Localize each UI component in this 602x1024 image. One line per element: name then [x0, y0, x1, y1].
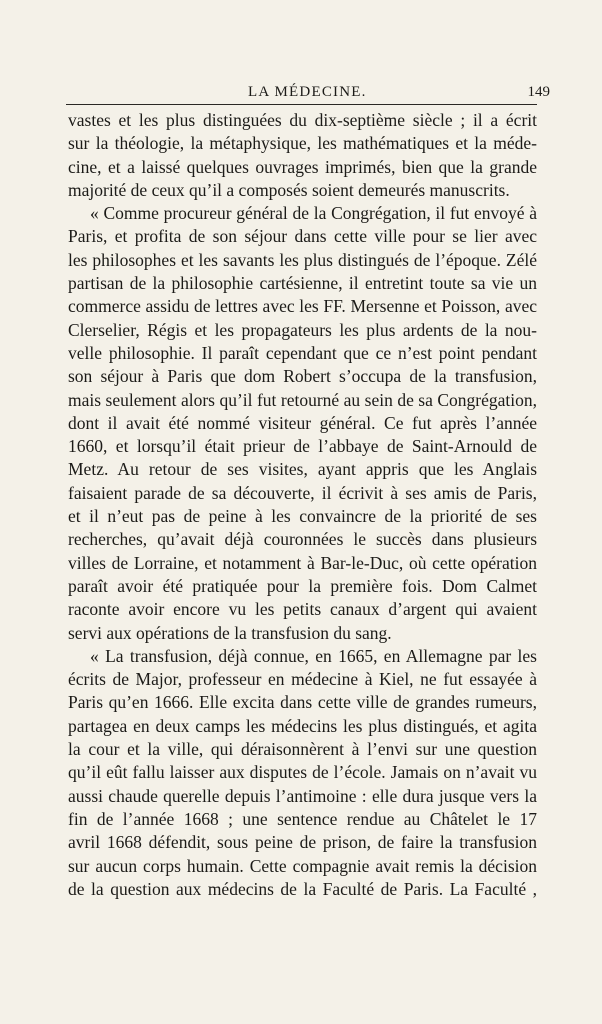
text-line: recherches, qu’avait déjà couronnées le succès dans plusieurs: [68, 529, 537, 550]
text-line: fin de l’année 1668 ; une sentence rendue au Châtelet le 17: [68, 808, 537, 829]
text-line: Metz. Au retour de ses visites, ayant appris que les Anglais: [68, 459, 537, 480]
text-line: écrits de Major, professeur en médecine à Kiel, ne fut essayée à: [68, 669, 537, 690]
text-line: partagea en deux camps les médecins les plus distingués, et agita: [68, 715, 537, 736]
text-line: sur aucun corps humain. Cette compagnie avait remis la décision: [68, 855, 537, 876]
text-line: son séjour à Paris que dom Robert s’occupa de la transfusion,: [68, 366, 537, 387]
page-number: 149: [527, 84, 550, 100]
text-line: partisan de la philosophie cartésienne, il entretint toute sa vie un: [68, 273, 537, 294]
text-line: avril 1668 défendit, sous peine de prison, de faire la transfusion: [68, 832, 537, 853]
text-line: Paris, et profita de son séjour dans cette ville pour se lier avec: [68, 226, 537, 247]
text-line: sur la théologie, la métaphysique, les mathématiques et la méde-: [68, 133, 537, 154]
text-line: la cour et la ville, qui déraisonnèrent à l’envi sur une question: [68, 739, 537, 760]
text-line: raconte avoir encore vu les petits canaux d’argent qui avaient: [68, 599, 537, 620]
text-line: cine, et a laissé quelques ouvrages imprimés, bien que la grande: [68, 156, 537, 177]
text-line: velle philosophie. Il paraît cependant que ce n’est point pendant: [68, 342, 537, 363]
text-line: de la question aux médecins de la Faculté de Paris. La Faculté ,: [68, 878, 537, 899]
text-line: majorité de ceux qu’il a composés soient demeurés manuscrits.: [68, 179, 510, 200]
text-line: aussi chaude querelle depuis l’antimoine : elle dura jusque vers la: [68, 785, 537, 806]
text-line: 1660, et lorsqu’il était prieur de l’abbaye de Saint-Arnould de: [68, 436, 537, 457]
text-line: vastes et les plus distinguées du dix-septième siècle ; il a écrit: [68, 110, 537, 130]
running-title: LA MÉDECINE.: [248, 84, 367, 100]
text-line: paraît avoir été pratiquée pour la première fois. Dom Calmet: [68, 575, 537, 596]
text-line: Clerselier, Régis et les propagateurs les plus ardents de la nou-: [68, 319, 537, 340]
text-line: qu’il eût fallu laisser aux disputes de l’école. Jamais on n’avait vu: [68, 762, 537, 783]
text-line: villes de Lorraine, et notamment à Bar-le-Duc, où cette opération: [68, 552, 537, 573]
text-line: commerce assidu de lettres avec les FF. Mersenne et Poisson, avec: [68, 296, 537, 317]
body-text: [68, 109, 537, 901]
text-line: servi aux opérations de la transfusion du sang.: [68, 622, 392, 643]
text-line: mais seulement alors qu’il fut retourné au sein de sa Congrégation,: [68, 389, 537, 410]
text-line: Paris qu’en 1666. Elle excita dans cette ville de grandes rumeurs,: [68, 692, 537, 713]
text-line: les philosophes et les savants les plus distingués de l’époque. Zélé: [68, 249, 537, 270]
header-rule: [66, 104, 537, 105]
text-line: dont il avait été nommé visiteur général. Ce fut après l’année: [68, 412, 537, 433]
text-line: « La transfusion, déjà connue, en 1665, en Allemagne par les: [90, 645, 537, 666]
text-line: et il n’eut pas de peine à les convaincre de la priorité de ses: [68, 506, 537, 527]
page-header: [0, 80, 602, 102]
text-line: « Comme procureur général de la Congrégation, il fut envoyé à: [90, 203, 537, 224]
text-line: faisaient parade de sa découverte, il écrivit à ses amis de Paris,: [68, 482, 537, 503]
